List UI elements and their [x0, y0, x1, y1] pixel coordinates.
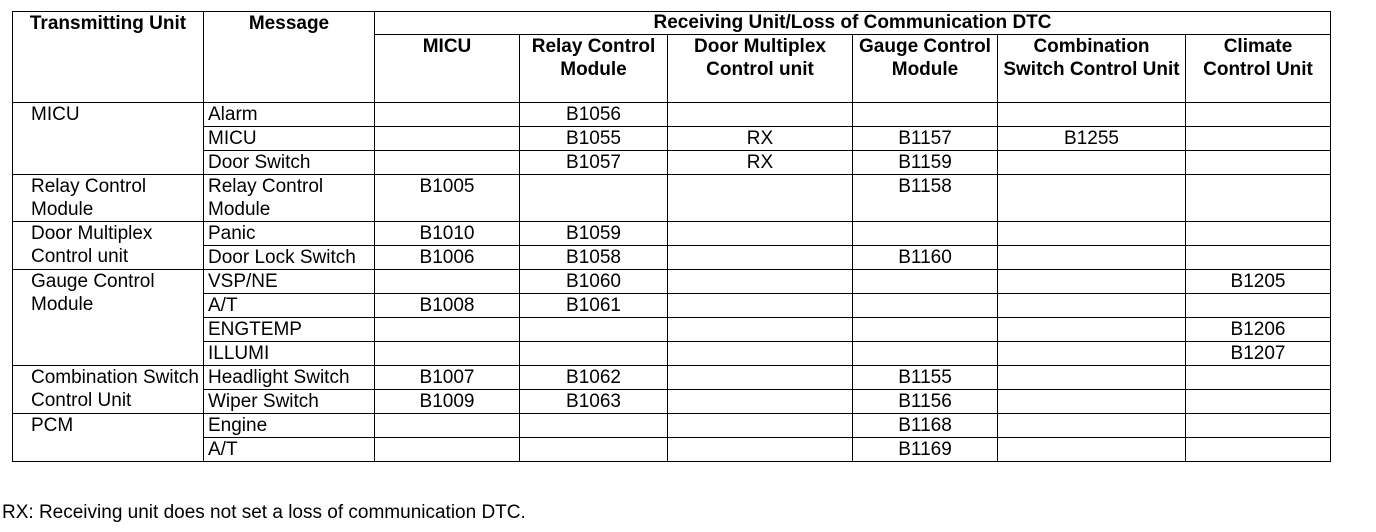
dtc-code-cell: [998, 246, 1186, 270]
message-cell: Door Lock Switch: [204, 246, 375, 270]
dtc-code-cell: B1207: [1186, 342, 1331, 366]
dtc-code-cell: [853, 342, 998, 366]
dtc-code-cell: B1061: [520, 294, 668, 318]
dtc-code-cell: [668, 414, 853, 438]
dtc-code-cell: [853, 270, 998, 294]
dtc-code-cell: [1186, 151, 1331, 175]
dtc-code-cell: B1062: [520, 366, 668, 390]
dtc-code-cell: RX: [668, 151, 853, 175]
transmitting-unit-cell: PCM: [13, 414, 204, 462]
dtc-code-cell: RX: [668, 127, 853, 151]
dtc-code-cell: [1186, 222, 1331, 246]
message-cell: Engine: [204, 414, 375, 438]
table-row: [13, 438, 1331, 462]
header-transmitting-unit: Transmitting Unit: [13, 12, 204, 103]
message-cell: ILLUMI: [204, 342, 375, 366]
header-receiver: Door Multiplex Control unit: [668, 35, 853, 103]
dtc-code-cell: [668, 222, 853, 246]
message-cell: A/T: [204, 294, 375, 318]
dtc-code-cell: [1186, 414, 1331, 438]
dtc-code-cell: [668, 438, 853, 462]
dtc-code-cell: [375, 318, 520, 342]
table-row: [13, 366, 1331, 390]
table-row: [13, 318, 1331, 342]
dtc-code-cell: [853, 222, 998, 246]
transmitting-unit-cell: MICU: [13, 103, 204, 175]
message-cell: Headlight Switch: [204, 366, 375, 390]
dtc-code-cell: B1205: [1186, 270, 1331, 294]
dtc-code-cell: [1186, 127, 1331, 151]
dtc-code-cell: [1186, 438, 1331, 462]
dtc-code-cell: [853, 103, 998, 127]
table-row: [13, 246, 1331, 270]
dtc-code-cell: B1206: [1186, 318, 1331, 342]
table-row: [13, 270, 1331, 294]
dtc-code-cell: [1186, 246, 1331, 270]
dtc-code-cell: B1057: [520, 151, 668, 175]
dtc-code-cell: [1186, 175, 1331, 222]
dtc-code-cell: [853, 318, 998, 342]
dtc-code-cell: [668, 366, 853, 390]
table-row: [13, 151, 1331, 175]
dtc-code-cell: [998, 342, 1186, 366]
transmitting-unit-cell: Door Multiplex Control unit: [13, 222, 204, 270]
transmitting-unit-cell: Relay Control Module: [13, 175, 204, 222]
dtc-code-cell: [1186, 366, 1331, 390]
footnote: RX: Receiving unit does not set a loss of communication DTC.: [2, 502, 526, 523]
table-row: [13, 414, 1331, 438]
dtc-code-cell: [998, 294, 1186, 318]
dtc-code-cell: B1060: [520, 270, 668, 294]
dtc-code-cell: [668, 294, 853, 318]
dtc-code-cell: [998, 438, 1186, 462]
dtc-code-cell: [375, 151, 520, 175]
dtc-code-cell: [998, 366, 1186, 390]
dtc-code-cell: B1063: [520, 390, 668, 414]
header-receiver: Relay Control Module: [520, 35, 668, 103]
table-row: [13, 342, 1331, 366]
dtc-code-cell: B1155: [853, 366, 998, 390]
dtc-code-cell: [520, 175, 668, 222]
message-cell: MICU: [204, 127, 375, 151]
dtc-code-cell: B1169: [853, 438, 998, 462]
dtc-code-cell: [668, 270, 853, 294]
dtc-code-cell: B1006: [375, 246, 520, 270]
dtc-code-cell: [668, 175, 853, 222]
header-receiver: MICU: [375, 35, 520, 103]
dtc-code-cell: [998, 175, 1186, 222]
header-receiver: Climate Control Unit: [1186, 35, 1331, 103]
message-cell: Door Switch: [204, 151, 375, 175]
header-message: Message: [204, 12, 375, 103]
dtc-code-cell: B1157: [853, 127, 998, 151]
table-row: [13, 103, 1331, 127]
dtc-code-cell: B1059: [520, 222, 668, 246]
dtc-code-cell: B1007: [375, 366, 520, 390]
table-body: [13, 103, 1331, 462]
dtc-code-cell: [375, 270, 520, 294]
dtc-code-cell: B1055: [520, 127, 668, 151]
dtc-code-cell: B1158: [853, 175, 998, 222]
dtc-code-cell: [520, 438, 668, 462]
dtc-code-cell: [520, 318, 668, 342]
message-cell: Wiper Switch: [204, 390, 375, 414]
dtc-code-cell: [520, 414, 668, 438]
table-row: [13, 294, 1331, 318]
dtc-code-cell: [375, 414, 520, 438]
dtc-code-cell: [1186, 294, 1331, 318]
table-row: [13, 127, 1331, 151]
dtc-code-cell: B1168: [853, 414, 998, 438]
dtc-code-cell: [998, 318, 1186, 342]
header-receiver: Gauge Control Module: [853, 35, 998, 103]
dtc-code-cell: B1058: [520, 246, 668, 270]
table-header: [13, 12, 1331, 103]
dtc-code-cell: [668, 103, 853, 127]
dtc-code-cell: [998, 151, 1186, 175]
dtc-code-cell: B1009: [375, 390, 520, 414]
table-row: [13, 390, 1331, 414]
dtc-code-cell: B1010: [375, 222, 520, 246]
transmitting-unit-cell: Combination Switch Control Unit: [13, 366, 204, 414]
dtc-code-cell: [853, 294, 998, 318]
dtc-code-cell: [668, 390, 853, 414]
dtc-code-cell: [1186, 390, 1331, 414]
dtc-code-cell: [668, 342, 853, 366]
message-cell: Alarm: [204, 103, 375, 127]
dtc-code-cell: [998, 103, 1186, 127]
message-cell: Panic: [204, 222, 375, 246]
dtc-code-cell: B1005: [375, 175, 520, 222]
message-cell: ENGTEMP: [204, 318, 375, 342]
dtc-code-cell: [375, 103, 520, 127]
dtc-code-cell: [668, 246, 853, 270]
dtc-code-cell: B1159: [853, 151, 998, 175]
dtc-code-cell: [520, 342, 668, 366]
dtc-code-cell: B1160: [853, 246, 998, 270]
message-cell: A/T: [204, 438, 375, 462]
dtc-code-cell: B1156: [853, 390, 998, 414]
dtc-code-cell: [998, 222, 1186, 246]
dtc-code-cell: [375, 438, 520, 462]
table-row: [13, 222, 1331, 246]
dtc-code-cell: [998, 414, 1186, 438]
message-cell: VSP/NE: [204, 270, 375, 294]
message-cell: Relay Control Module: [204, 175, 375, 222]
dtc-code-cell: B1056: [520, 103, 668, 127]
dtc-code-cell: [998, 270, 1186, 294]
header-receiving-group: Receiving Unit/Loss of Communication DTC: [375, 12, 1331, 35]
dtc-code-cell: [375, 127, 520, 151]
transmitting-unit-cell: Gauge Control Module: [13, 270, 204, 366]
table-row: [13, 175, 1331, 222]
header-receiver: Combination Switch Control Unit: [998, 35, 1186, 103]
dtc-code-cell: [668, 318, 853, 342]
dtc-code-cell: [998, 390, 1186, 414]
dtc-code-cell: B1008: [375, 294, 520, 318]
dtc-code-cell: [375, 342, 520, 366]
dtc-table: [12, 11, 1331, 462]
dtc-code-cell: B1255: [998, 127, 1186, 151]
dtc-table-container: [12, 11, 1330, 462]
dtc-code-cell: [1186, 103, 1331, 127]
